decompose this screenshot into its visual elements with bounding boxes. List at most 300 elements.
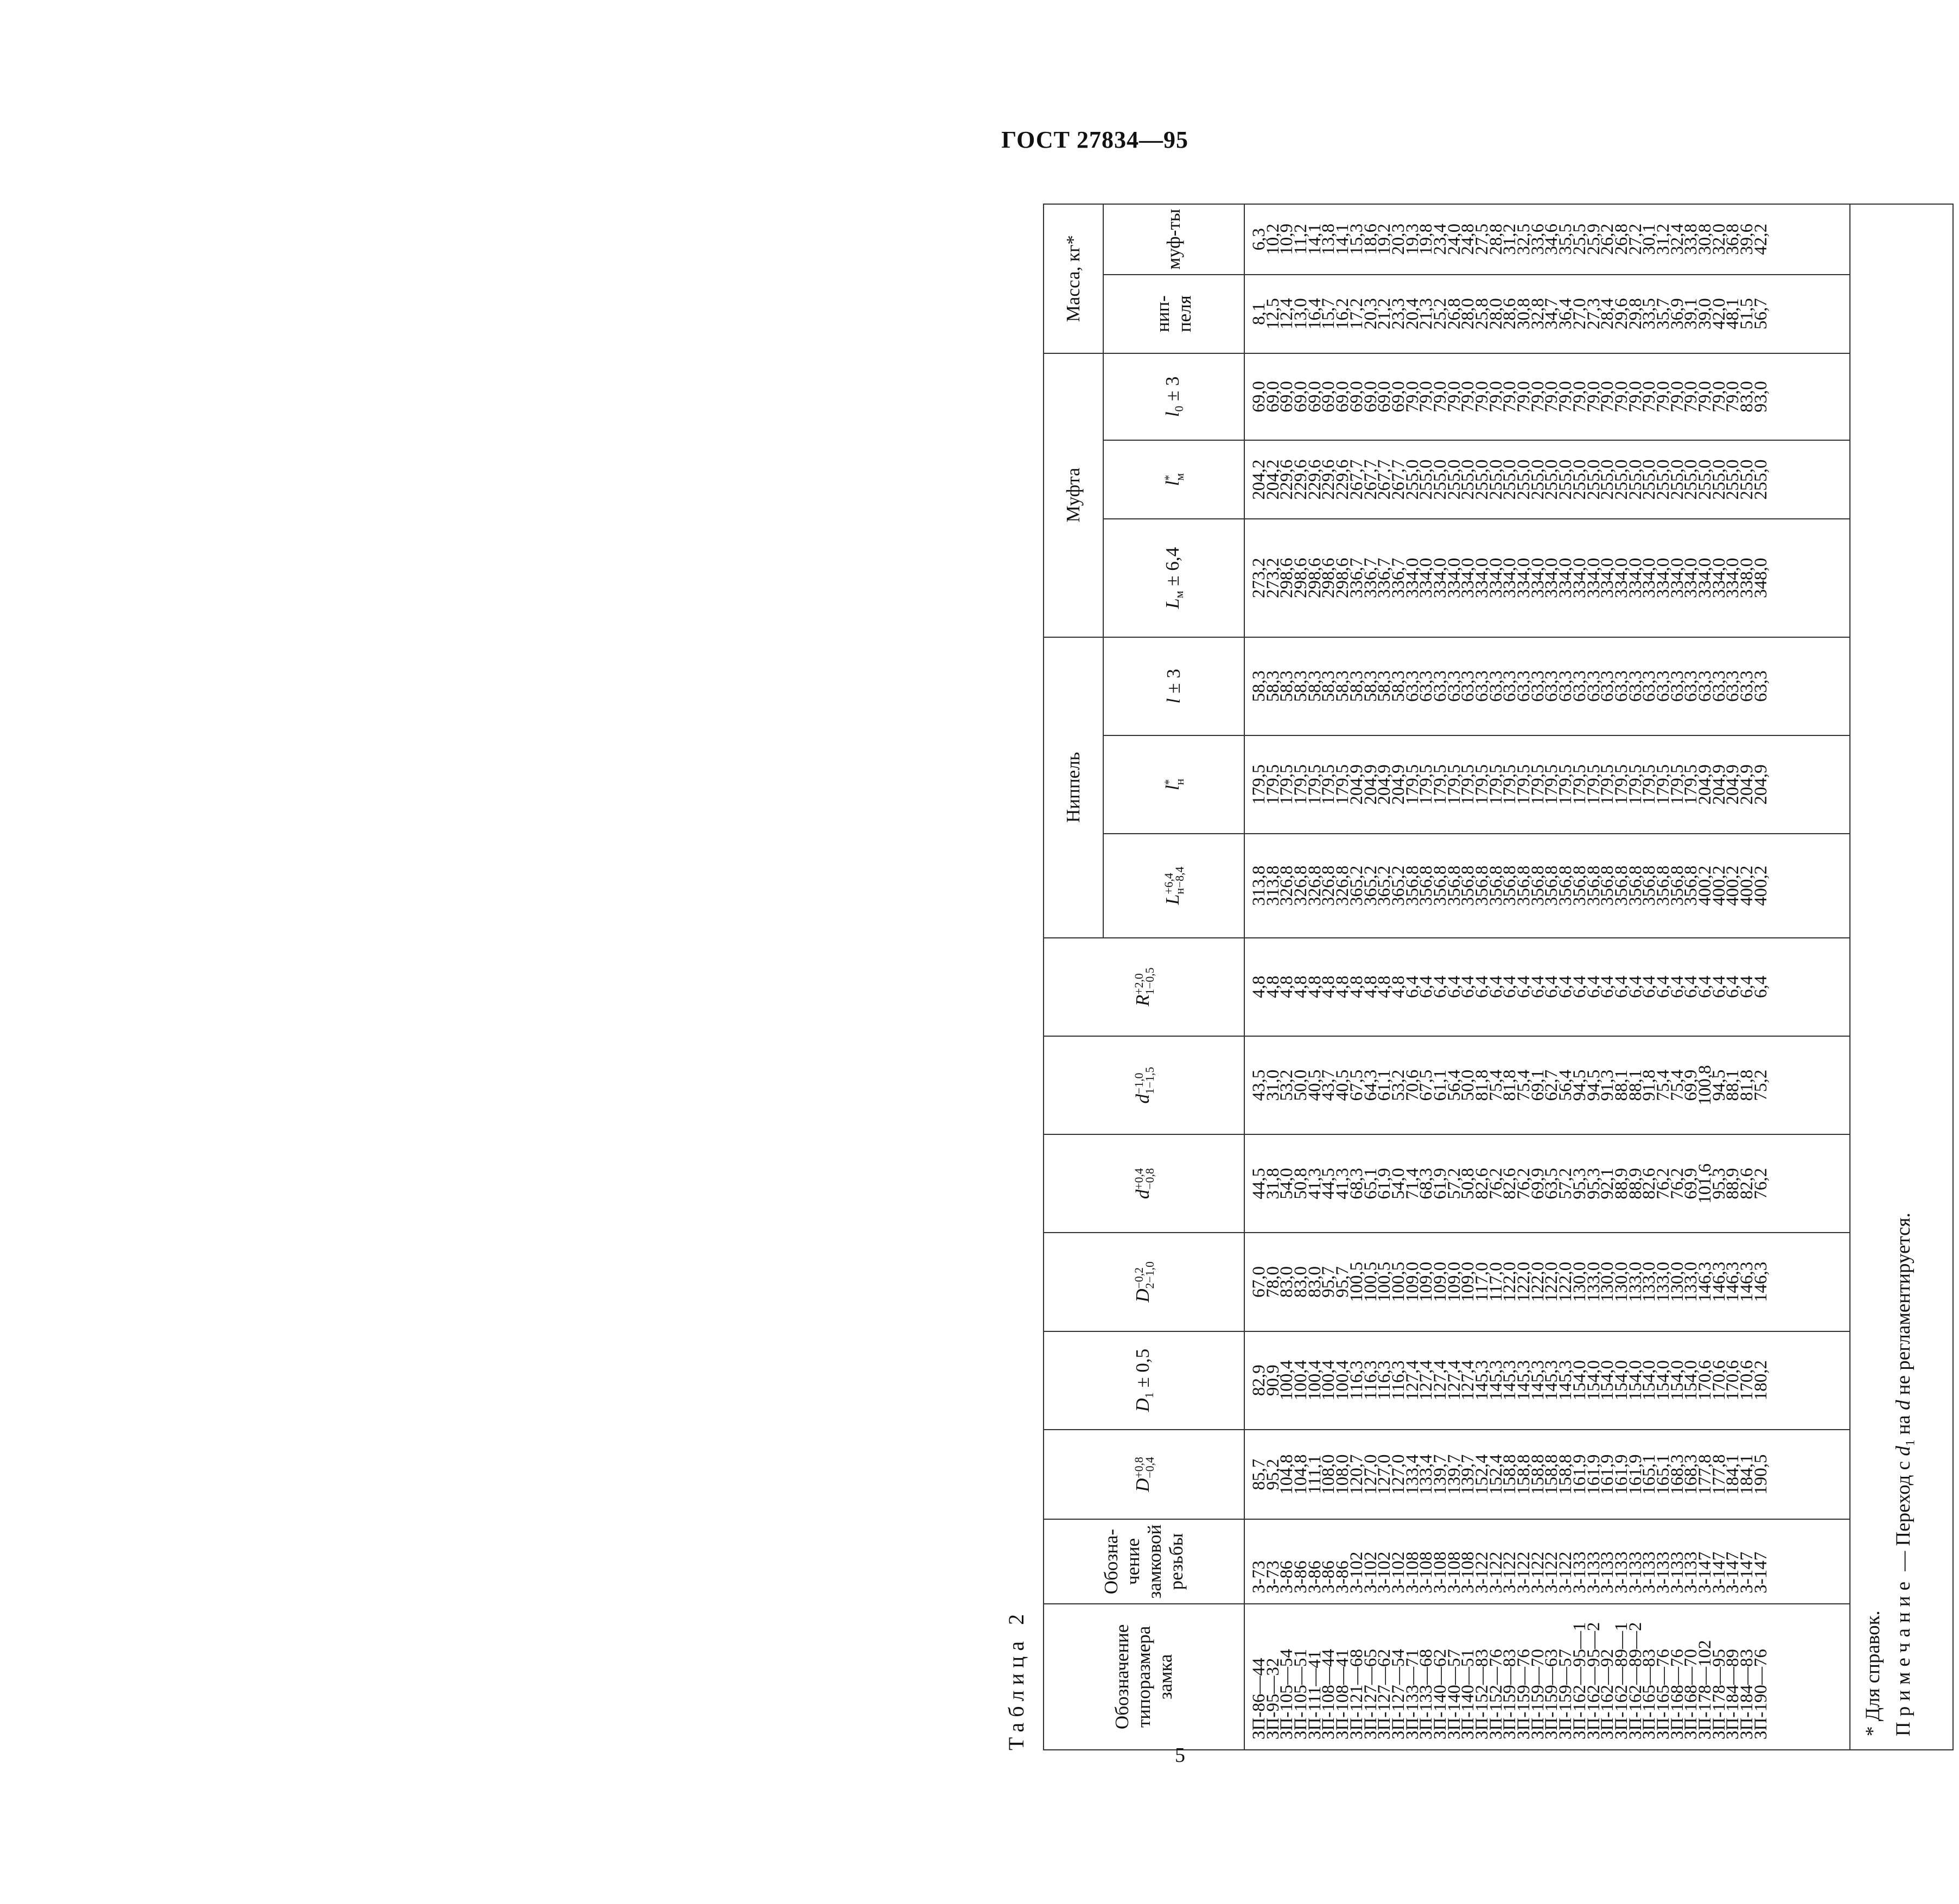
cell-mass_nipple: 39,1	[1681, 298, 1701, 329]
cell-d: 61,9	[1375, 1167, 1395, 1199]
column-R1	[1249, 938, 1771, 1036]
cell-Lm: 334,0	[1514, 557, 1534, 598]
cell-mass_nipple: 21,3	[1416, 298, 1436, 329]
cell-D2: 109,0	[1458, 1261, 1478, 1303]
cell-Ln: 326,8	[1291, 865, 1311, 906]
cell-designation: ЗП-162—95—1	[1569, 1622, 1589, 1740]
cell-lm: 204,2	[1249, 459, 1269, 500]
cell-D: 190,5	[1751, 1454, 1771, 1495]
cell-D: 161,9	[1611, 1454, 1631, 1495]
header-ln: l * н	[1103, 735, 1244, 834]
cell-D: 158,8	[1514, 1454, 1534, 1495]
header-R1: R +2,0 1−0,5	[1044, 938, 1244, 1036]
cell-R1: 6,4	[1528, 975, 1548, 998]
cell-D2: 133,0	[1625, 1261, 1645, 1303]
cell-D1: 145,3	[1528, 1360, 1548, 1401]
cell-ln: 179,5	[1458, 764, 1478, 805]
cell-d1: 70,6	[1402, 1069, 1422, 1101]
cell-Ln: 356,8	[1444, 865, 1464, 906]
cell-l: 63,3	[1500, 670, 1520, 702]
cell-l0: 79,0	[1542, 381, 1562, 412]
cell-mass_coupling: 33,6	[1528, 223, 1548, 255]
cell-mass_coupling: 14,1	[1305, 223, 1325, 255]
cell-R1: 6,4	[1444, 975, 1464, 998]
cell-D: 120,7	[1346, 1454, 1366, 1495]
cell-mass_coupling: 14,1	[1333, 223, 1353, 255]
cell-D2: 83,0	[1277, 1266, 1297, 1298]
cell-d1: 100,8	[1695, 1065, 1715, 1106]
cell-ln: 179,5	[1542, 764, 1562, 805]
cell-l: 63,3	[1556, 670, 1576, 702]
cell-l0: 79,0	[1695, 381, 1715, 412]
cell-D: 104,8	[1291, 1454, 1311, 1495]
cell-l: 63,3	[1653, 670, 1673, 702]
cell-ln: 204,9	[1360, 764, 1381, 805]
cell-l: 63,3	[1472, 670, 1492, 702]
cell-Lm: 334,0	[1444, 557, 1464, 598]
cell-Ln: 356,8	[1514, 865, 1534, 906]
cell-d1: 75,4	[1667, 1069, 1687, 1101]
cell-designation: ЗП-152—83	[1472, 1649, 1492, 1740]
cell-d: 71,4	[1402, 1167, 1422, 1199]
cell-designation: ЗП-121—68	[1346, 1649, 1366, 1740]
cell-ln: 204,9	[1709, 764, 1729, 805]
cell-D1: 127,4	[1444, 1360, 1464, 1401]
cell-D1: 154,0	[1667, 1360, 1687, 1401]
cell-R1: 6,4	[1458, 975, 1478, 998]
cell-R1: 6,4	[1472, 975, 1492, 998]
header-nipple-group: Ниппель	[1044, 637, 1103, 938]
cell-mass_coupling: 20,3	[1388, 223, 1408, 255]
cell-ln: 179,5	[1291, 764, 1311, 805]
cell-l: 63,3	[1528, 670, 1548, 702]
cell-D: 158,8	[1542, 1454, 1562, 1495]
cell-D2: 109,0	[1430, 1261, 1450, 1303]
cell-d1: 69,1	[1528, 1069, 1548, 1101]
header-thread: Обозна-чение замковой резьбы	[1044, 1519, 1244, 1603]
cell-d: 95,3	[1569, 1167, 1589, 1199]
cell-ln: 179,5	[1277, 764, 1297, 805]
cell-R1: 6,4	[1695, 975, 1715, 998]
cell-D2: 122,0	[1542, 1261, 1562, 1303]
cell-thread: З-102	[1388, 1551, 1408, 1594]
cell-Ln: 365,2	[1388, 865, 1408, 906]
cell-D1: 116,3	[1388, 1360, 1408, 1400]
cell-Ln: 365,2	[1375, 865, 1395, 906]
cell-mass_coupling: 26,8	[1611, 223, 1631, 255]
cell-ln: 179,5	[1500, 764, 1520, 805]
column-d	[1249, 1135, 1771, 1232]
cell-D2: 133,0	[1639, 1261, 1659, 1303]
cell-d1: 88,1	[1611, 1069, 1631, 1101]
cell-thread: З-133	[1583, 1551, 1604, 1594]
cell-d: 76,2	[1667, 1167, 1687, 1199]
header-mass-nipple: нип-пеля	[1103, 275, 1244, 353]
cell-d: 92,1	[1598, 1167, 1618, 1199]
cell-Ln: 365,2	[1346, 865, 1366, 906]
column-D	[1249, 1430, 1771, 1519]
header-d: d +0,4 −0,8	[1044, 1134, 1244, 1233]
cell-mass_coupling: 25,9	[1583, 223, 1604, 255]
cell-Lm: 298,6	[1319, 557, 1339, 598]
header-mass-coupling: муф-ты	[1103, 204, 1244, 275]
cell-mass_nipple: 27,0	[1569, 298, 1589, 329]
cell-d: 44,5	[1249, 1167, 1269, 1199]
cell-l: 63,3	[1681, 670, 1701, 702]
cell-designation: ЗП-133—68	[1416, 1649, 1436, 1740]
cell-ln: 179,5	[1333, 764, 1353, 805]
column-lm	[1249, 441, 1771, 518]
cell-designation: ЗП-162—95—2	[1583, 1622, 1604, 1740]
cell-R1: 6,4	[1611, 975, 1631, 998]
cell-lm: 255,0	[1500, 459, 1520, 500]
cell-mass_coupling: 31,2	[1500, 223, 1520, 255]
cell-Ln: 356,8	[1542, 865, 1562, 906]
cell-l: 63,3	[1667, 670, 1687, 702]
cell-mass_nipple: 34,7	[1542, 298, 1562, 329]
cell-D2: 146,3	[1695, 1261, 1715, 1303]
cell-thread: З-108	[1458, 1551, 1478, 1594]
cell-mass_nipple: 25,2	[1430, 298, 1450, 329]
cell-Ln: 400,2	[1751, 865, 1771, 906]
cell-designation: ЗП-159—63	[1542, 1649, 1562, 1740]
cell-d: 76,2	[1514, 1167, 1534, 1199]
cell-D: 152,4	[1486, 1454, 1506, 1495]
cell-mass_coupling: 35,5	[1556, 223, 1576, 255]
cell-Ln: 356,8	[1472, 865, 1492, 906]
cell-D2: 146,3	[1751, 1261, 1771, 1303]
cell-lm: 255,0	[1444, 459, 1464, 500]
cell-D2: 83,0	[1305, 1266, 1325, 1298]
cell-lm: 255,0	[1611, 459, 1631, 500]
header-lm: l * м	[1103, 440, 1244, 519]
cell-d1: 62,7	[1542, 1069, 1562, 1101]
note: Примечание — Переход с $d_1$ на d не регламентируется.	[1892, 1213, 1917, 1736]
cell-R1: 6,4	[1416, 975, 1436, 998]
cell-mass_coupling: 32,5	[1514, 223, 1534, 255]
cell-d: 101,6	[1695, 1163, 1715, 1204]
cell-ln: 179,5	[1639, 764, 1659, 805]
cell-Lm: 334,0	[1598, 557, 1618, 598]
document-code: ГОСТ 27834—95	[1001, 126, 1188, 153]
cell-Ln: 326,8	[1277, 865, 1297, 906]
cell-l0: 79,0	[1444, 381, 1464, 412]
cell-Lm: 273,2	[1249, 557, 1269, 598]
rotated-table-block	[998, 204, 1959, 1750]
cell-d: 57,2	[1444, 1167, 1464, 1199]
cell-D1: 170,6	[1737, 1360, 1757, 1401]
cell-R1: 6,4	[1500, 975, 1520, 998]
cell-ln: 179,5	[1653, 764, 1673, 805]
cell-l0: 79,0	[1402, 381, 1422, 412]
header-l: l ± 3	[1103, 637, 1244, 735]
cell-mass_nipple: 8,1	[1249, 302, 1269, 325]
cell-mass_coupling: 33,8	[1681, 223, 1701, 255]
cell-l0: 79,0	[1583, 381, 1604, 412]
cell-D2: 95,7	[1333, 1266, 1353, 1298]
cell-lm: 255,0	[1709, 459, 1729, 500]
cell-thread: З-86	[1333, 1560, 1353, 1594]
header-D2: D −0,2 2−1,0	[1044, 1233, 1244, 1331]
cell-d: 95,3	[1583, 1167, 1604, 1199]
cell-D2: 130,0	[1569, 1261, 1589, 1303]
cell-d1: 61,1	[1375, 1069, 1395, 1101]
column-mass-nipple	[1249, 275, 1771, 353]
cell-Ln: 356,8	[1528, 865, 1548, 906]
cell-designation: ЗП-127—65	[1360, 1649, 1381, 1740]
cell-designation: ЗП-108—41	[1333, 1649, 1353, 1740]
cell-Lm: 334,0	[1486, 557, 1506, 598]
cell-mass_nipple: 48,1	[1723, 298, 1743, 329]
cell-Lm: 334,0	[1542, 557, 1562, 598]
cell-ln: 179,5	[1472, 764, 1492, 805]
cell-D2: 100,5	[1346, 1261, 1366, 1303]
cell-l0: 93,0	[1751, 381, 1771, 412]
cell-designation: ЗП-168—76	[1667, 1649, 1687, 1740]
cell-thread: З-122	[1500, 1551, 1520, 1594]
cell-thread: З-147	[1737, 1551, 1757, 1594]
cell-d: 68,3	[1346, 1167, 1366, 1199]
cell-d1: 91,8	[1639, 1069, 1659, 1101]
cell-designation: ЗП-159—76	[1514, 1649, 1534, 1740]
cell-mass_nipple: 26,8	[1444, 298, 1464, 329]
cell-lm: 255,0	[1458, 459, 1478, 500]
cell-ln: 204,9	[1751, 764, 1771, 805]
cell-D2: 133,0	[1583, 1261, 1604, 1303]
header-Ln: L +6,4 н−8,4	[1103, 834, 1244, 938]
cell-D1: 116,3	[1346, 1360, 1366, 1400]
cell-mass_nipple: 20,3	[1360, 298, 1381, 329]
cell-ln: 179,5	[1583, 764, 1604, 805]
cell-ln: 179,5	[1402, 764, 1422, 805]
cell-d: 41,3	[1333, 1167, 1353, 1199]
cell-l: 58,3	[1305, 670, 1325, 702]
cell-D1: 154,0	[1639, 1360, 1659, 1401]
cell-Ln: 356,8	[1625, 865, 1645, 906]
cell-l0: 79,0	[1500, 381, 1520, 412]
cell-mass_nipple: 15,7	[1319, 298, 1339, 329]
cell-l: 58,3	[1291, 670, 1311, 702]
header-D: D +0,8 −0,4	[1044, 1430, 1244, 1520]
cell-d: 88,9	[1723, 1167, 1743, 1199]
column-D1	[1249, 1332, 1771, 1429]
cell-l0: 79,0	[1486, 381, 1506, 412]
cell-Ln: 400,2	[1709, 865, 1729, 906]
cell-mass_nipple: 16,2	[1333, 298, 1353, 329]
cell-l0: 79,0	[1430, 381, 1450, 412]
cell-d1: 53,2	[1388, 1069, 1408, 1101]
cell-Ln: 356,8	[1611, 865, 1631, 906]
cell-l: 58,3	[1277, 670, 1297, 702]
cell-thread: З-102	[1360, 1551, 1381, 1594]
cell-D2: 146,3	[1723, 1261, 1743, 1303]
cell-D1: 145,3	[1542, 1360, 1562, 1401]
cell-thread: З-133	[1667, 1551, 1687, 1594]
cell-mass_nipple: 28,0	[1458, 298, 1478, 329]
cell-l0: 69,0	[1277, 381, 1297, 412]
column-Ln	[1249, 834, 1771, 937]
cell-l: 63,3	[1444, 670, 1464, 702]
cell-mass_coupling: 19,2	[1375, 223, 1395, 255]
cell-l: 63,3	[1639, 670, 1659, 702]
cell-lm: 255,0	[1542, 459, 1562, 500]
cell-D: 104,8	[1277, 1454, 1297, 1495]
cell-R1: 6,4	[1709, 975, 1729, 998]
cell-d: 50,8	[1291, 1167, 1311, 1199]
cell-l0: 79,0	[1598, 381, 1618, 412]
cell-d1: 94,5	[1569, 1069, 1589, 1101]
cell-designation: ЗП-162—89—2	[1625, 1622, 1645, 1740]
cell-d: 65,1	[1360, 1167, 1381, 1199]
cell-lm: 255,0	[1723, 459, 1743, 500]
cell-R1: 6,4	[1514, 975, 1534, 998]
cell-l0: 79,0	[1625, 381, 1645, 412]
cell-Lm: 334,0	[1583, 557, 1604, 598]
cell-D2: 146,3	[1737, 1261, 1757, 1303]
cell-Lm: 336,7	[1375, 557, 1395, 598]
cell-l0: 79,0	[1528, 381, 1548, 412]
cell-Lm: 334,0	[1500, 557, 1520, 598]
cell-d: 88,9	[1625, 1167, 1645, 1199]
cell-designation: ЗП-108—44	[1319, 1649, 1339, 1740]
cell-Lm: 334,0	[1695, 557, 1715, 598]
cell-d1: 91,3	[1598, 1069, 1618, 1101]
cell-thread: З-102	[1346, 1551, 1366, 1594]
cell-d1: 64,3	[1360, 1069, 1381, 1101]
cell-D1: 170,6	[1709, 1360, 1729, 1401]
cell-R1: 6,4	[1653, 975, 1673, 998]
cell-l: 63,3	[1402, 670, 1422, 702]
cell-ln: 179,5	[1681, 764, 1701, 805]
cell-l: 58,3	[1360, 670, 1381, 702]
cell-l0: 79,0	[1556, 381, 1576, 412]
cell-l: 63,3	[1695, 670, 1715, 702]
cell-d1: 88,1	[1625, 1069, 1645, 1101]
header-coupling-group: Муфта	[1044, 353, 1103, 637]
cell-lm: 255,0	[1639, 459, 1659, 500]
cell-Lm: 334,0	[1653, 557, 1673, 598]
cell-l: 63,3	[1458, 670, 1478, 702]
cell-d1: 81,8	[1737, 1069, 1757, 1101]
cell-l: 63,3	[1542, 670, 1562, 702]
cell-l: 63,3	[1569, 670, 1589, 702]
cell-d1: 40,5	[1305, 1069, 1325, 1101]
cell-ln: 179,5	[1444, 764, 1464, 805]
cell-D: 168,3	[1681, 1454, 1701, 1495]
cell-ln: 179,5	[1514, 764, 1534, 805]
cell-D: 158,8	[1528, 1454, 1548, 1495]
cell-mass_nipple: 21,2	[1375, 298, 1395, 329]
cell-ln: 179,5	[1556, 764, 1576, 805]
cell-D: 184,1	[1737, 1454, 1757, 1495]
cell-D1: 145,3	[1500, 1360, 1520, 1401]
cell-D1: 170,6	[1695, 1360, 1715, 1401]
cell-D1: 154,0	[1583, 1360, 1604, 1401]
cell-Ln: 400,2	[1695, 865, 1715, 906]
cell-mass_nipple: 32,8	[1528, 298, 1548, 329]
cell-mass_coupling: 32,4	[1667, 223, 1687, 255]
cell-D1: 100,4	[1277, 1360, 1297, 1401]
cell-mass_nipple: 36,4	[1556, 298, 1576, 329]
cell-ln: 179,5	[1625, 764, 1645, 805]
cell-R1: 6,4	[1402, 975, 1422, 998]
cell-mass_coupling: 10,9	[1277, 223, 1297, 255]
cell-mass_nipple: 17,2	[1346, 298, 1366, 329]
column-ln	[1249, 736, 1771, 833]
cell-l: 63,3	[1514, 670, 1534, 702]
cell-Lm: 334,0	[1723, 557, 1743, 598]
cell-Lm: 334,0	[1667, 557, 1687, 598]
cell-D: 158,8	[1500, 1454, 1520, 1495]
cell-D2: 78,0	[1263, 1266, 1283, 1298]
cell-ln: 179,5	[1319, 764, 1339, 805]
cell-D2: 146,3	[1709, 1261, 1729, 1303]
cell-mass_nipple: 56,7	[1751, 298, 1771, 329]
cell-d: 82,6	[1639, 1167, 1659, 1199]
cell-l: 58,3	[1375, 670, 1395, 702]
cell-l0: 79,0	[1514, 381, 1534, 412]
cell-l0: 69,0	[1319, 381, 1339, 412]
cell-ln: 204,9	[1375, 764, 1395, 805]
cell-d: 50,8	[1458, 1167, 1478, 1199]
cell-D2: 95,7	[1319, 1266, 1339, 1298]
cell-l: 58,3	[1388, 670, 1408, 702]
cell-D: 85,7	[1249, 1458, 1269, 1490]
cell-designation: ЗП-111—41	[1305, 1650, 1325, 1740]
cell-D: 127,0	[1375, 1454, 1395, 1495]
cell-D2: 122,0	[1528, 1261, 1548, 1303]
cell-D2: 133,0	[1653, 1261, 1673, 1303]
cell-l0: 79,0	[1611, 381, 1631, 412]
cell-D2: 122,0	[1556, 1261, 1576, 1303]
cell-mass_nipple: 28,6	[1500, 298, 1520, 329]
cell-l: 58,3	[1333, 670, 1353, 702]
cell-ln: 179,5	[1667, 764, 1687, 805]
cell-D1: 127,4	[1416, 1360, 1436, 1401]
cell-mass_coupling: 24,8	[1458, 223, 1478, 255]
cell-lm: 255,0	[1486, 459, 1506, 500]
cell-D: 152,4	[1472, 1454, 1492, 1495]
cell-lm: 267,7	[1375, 459, 1395, 500]
cell-Ln: 356,8	[1583, 865, 1604, 906]
column-thread	[1249, 1520, 1771, 1603]
cell-D1: 154,0	[1569, 1360, 1589, 1401]
cell-Lm: 334,0	[1416, 557, 1436, 598]
cell-lm: 255,0	[1653, 459, 1673, 500]
cell-D2: 122,0	[1514, 1261, 1534, 1303]
cell-lm: 255,0	[1625, 459, 1645, 500]
cell-mass_coupling: 30,8	[1695, 223, 1715, 255]
cell-l: 63,3	[1583, 670, 1604, 702]
cell-l: 58,3	[1346, 670, 1366, 702]
cell-mass_nipple: 25,8	[1472, 298, 1492, 329]
cell-l: 58,3	[1249, 670, 1269, 702]
cell-d: 82,6	[1472, 1167, 1492, 1199]
cell-mass_coupling: 19,3	[1402, 223, 1422, 255]
cell-R1: 4,8	[1319, 975, 1339, 998]
cell-thread: З-86	[1291, 1560, 1311, 1594]
column-designation	[1249, 1604, 1771, 1749]
cell-designation: ЗП-165—76	[1653, 1649, 1673, 1740]
cell-D2: 117,0	[1486, 1262, 1506, 1302]
cell-D1: 145,3	[1486, 1360, 1506, 1401]
cell-D1: 90,9	[1263, 1364, 1283, 1396]
cell-Ln: 326,8	[1305, 865, 1325, 906]
cell-d: 63,5	[1542, 1167, 1562, 1199]
cell-R1: 4,8	[1305, 975, 1325, 998]
column-l	[1249, 638, 1771, 735]
cell-D: 161,9	[1625, 1454, 1645, 1495]
